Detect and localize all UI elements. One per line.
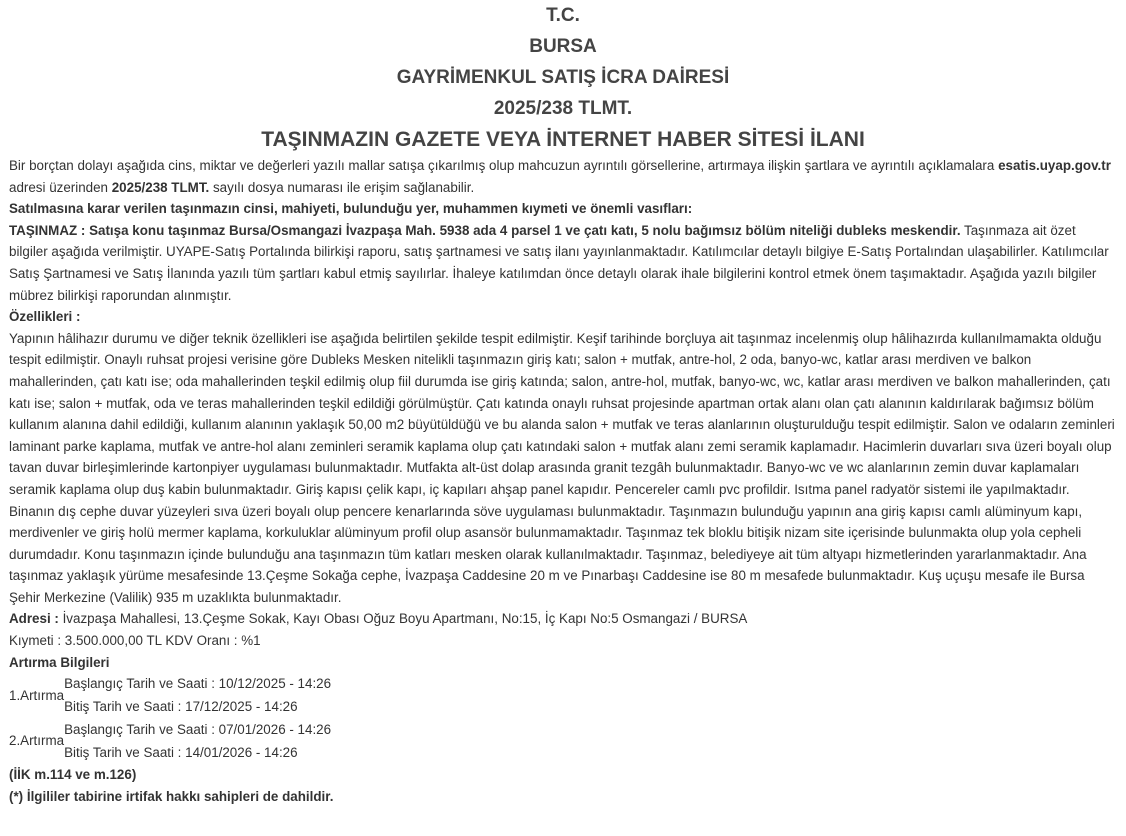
adres-line [9, 608, 1117, 630]
artirma-start: Başlangıç Tarih ve Saati : 07/01/2026 - 14:26 [64, 721, 332, 737]
artirma-end: Bitiş Tarih ve Saati : 17/12/2025 - 14:26 [64, 699, 298, 715]
intro-file-number: 2025/238 TLMT. [111, 179, 210, 195]
artirma-end: Bitiş Tarih ve Saati : 14/01/2026 - 14:26 [64, 744, 298, 760]
artirma-name: 1.Artırma [9, 687, 65, 703]
header-office: GAYRİMENKUL SATIŞ İCRA DAİRESİ [396, 67, 730, 88]
properties-heading: Satılmasına karar verilen taşınmazın cinsi, mahiyeti, bulunduğu yer, muhammen kıymeti ve önemli vasıfları: [9, 201, 693, 217]
header-city: BURSA [529, 36, 597, 57]
artirma-name: 2.Artırma [9, 733, 65, 749]
tasinmaz-bold-text: Satışa konu taşınmaz Bursa/Osmangazi İvazpaşa Mah. 5938 ada 4 parsel 1 ve çatı katı, 5 nolu bağımsız bölüm niteliği dubleks meskendir. [85, 222, 961, 238]
artirma-start: Başlangıç Tarih ve Saati : 10/12/2025 - 14:26 [64, 676, 332, 692]
ozellikler-label: Özellikleri : [9, 309, 81, 325]
tasinmaz-text: Taşınmaza ait özet bilgiler aşağıda verilmiştir. UYAPE-Satış Portalında bilirkişi raporu, satış şartnamesi ve satış ilanı yayınlanmaktadır. Katılımcılar detaylı bilgiye E-Satış Portalından ulaşabilirler. Katılımcılar Satış Şartnamesi ve Satış İlanında yazılı tüm şartları kabul etmiş sayılırlar. İhaleye katılımdan önce detaylı olarak ihale bilgilerini kontrol etmek önem taşımaktadır. Aşağıda yazılı bilgiler mübrez bilirkişi raporundan alınmıştır. [9, 222, 1109, 303]
notice-header [9, 0, 1117, 155]
notice-title: TAŞINMAZIN GAZETE VEYA İNTERNET HABER SİTESİ İLANI [261, 128, 865, 151]
table-row [9, 673, 331, 696]
ozellikler-text: Yapının hâlihazır durumu ve diğer teknik özellikleri ise aşağıda belirtilen şekilde tespit edilmiştir. Keşif tarihinde borçluya ait taşınmaz incelenmiş olup hâlihazırda kullanılmamakta olduğu tespit edilmiştir. Onaylı ruhsat projesi verisine göre Dubleks Mesken nitelikli taşınmazın giriş katı; salon + mutfak, antre-hol, 2 oda, banyo-wc, katlar arası merdiven ve balkon mahallerinden, çatı katı ise; oda mahallerinden teşkil edilmiş olup fiil durumda ise giriş katında; salon, antre-hol, mutfak, banyo-wc, wc, katlar arası merdiven ve balkon mahallerinden, çatı katı ise; salon + mutfak, oda ve teras mahallerinden teşkil edildiği görülmüştür. Çatı katında onaylı ruhsat projesinde apartman ortak alanı olan çatı alanının kaldırılarak bağımsız bölüm kullanım alanına dahil edildiği, kullanım alanının yaklaşık 50,00 m2 büyütüldüğü ve bu alanda salon + mutfak ve teras alanlarının oluşturulduğu tespit edilmiştir. Salon ve odaların zeminleri laminant parke kaplama, mutfak ve antre-hol alanı zeminleri seramik kaplama olup çatı katındaki salon + mutfak alanı zemi seramik kaplamadır. Hacimlerin duvarları sıva üzeri boyalı olup tavan duvar birleşimlerinde kartonpiyer uygulaması bulunmaktadır. Mutfakta alt-üst dolap arasında granit tezgâh bulunmaktadır. Banyo-wc ve wc alanlarının zemin duvar kaplamaları seramik kaplama olup duş kabin bulunmaktadır. Giriş kapısı çelik kapı, iç kapıları ahşap panel kapıdır. Pencereler camlı pvc profildir. Isıtma panel radyatör sistemi ile yapılmaktadır. Binanın dış cephe duvar yüzeyleri sıva üzeri boyalı olup pencere kenarlarında söve uygulaması bulunmaktadır. Taşınmazın bulunduğu yapının ana giriş kapısı camlı alüminyum kapı, merdivenler ve giriş holü mermer kaplama, korkuluklar alüminyum profil olup asansör bulunmamaktadır. Taşınmaz tek bloklu bitişik nizam site içerisinde bulunmakta olup yola cepheli durumdadır. Konu taşınmazın içinde bulunduğu ana taşınmazın tüm katları mesken olarak kullanılmaktadır. Taşınmaz, belediyeye ait tüm altyapı hizmetlerinden yararlanmaktadır. Ana taşınmaz yaklaşık yürüme mesafesinde 13.Çeşme Sokağa cephe, İvazpaşa Caddesine 20 m ve Pınarbaşı Caddesine ise 80 m mesafede bulunmaktadır. Kuş uçuşu mesafe ile Bursa Şehir Merkezine (Valilik) 935 m uzaklıkta bulunmaktadır. [9, 330, 1115, 605]
adres-label: Adresi : [9, 611, 59, 627]
esatis-site-link[interactable]: esatis.uyap.gov.tr [998, 158, 1111, 173]
kiymet-line: Kıymeti : 3.500.000,00 TL KDV Oranı : %1 [9, 633, 261, 649]
tasinmaz-paragraph [9, 220, 1117, 306]
intro-text: sayılı dosya numarası ile erişim sağlanabilir. [209, 179, 475, 195]
table-row [9, 719, 331, 742]
header-tc: T.C. [546, 5, 580, 26]
tasinmaz-label: TAŞINMAZ : [9, 222, 86, 238]
intro-text: Bir borçtan dolayı aşağıda cins, miktar ve değerleri yazılı mallar satışa çıkarılmış olup mahcuzun ayrıntılı görsellerine, artırmaya ilişkin şartlara ve ayrıntılı açıklamalara [9, 158, 999, 173]
artirma-heading: Artırma Bilgileri [9, 654, 110, 670]
header-file-number: 2025/238 TLMT. [493, 98, 633, 119]
intro-text: adresi üzerinden [9, 179, 112, 195]
footer-note: (*) İlgililer tabirine irtifak hakkı sahipleri de dahildir. [9, 789, 334, 805]
intro-paragraph [9, 155, 1117, 198]
artirma-table [9, 673, 331, 764]
adres-text: İvazpaşa Mahallesi, 13.Çeşme Sokak, Kayı Obası Oğuz Boyu Apartmanı, No:15, İç Kapı No:5 Osmangazi / BURSA [58, 611, 748, 627]
law-reference: (İİK m.114 ve m.126) [9, 767, 137, 783]
